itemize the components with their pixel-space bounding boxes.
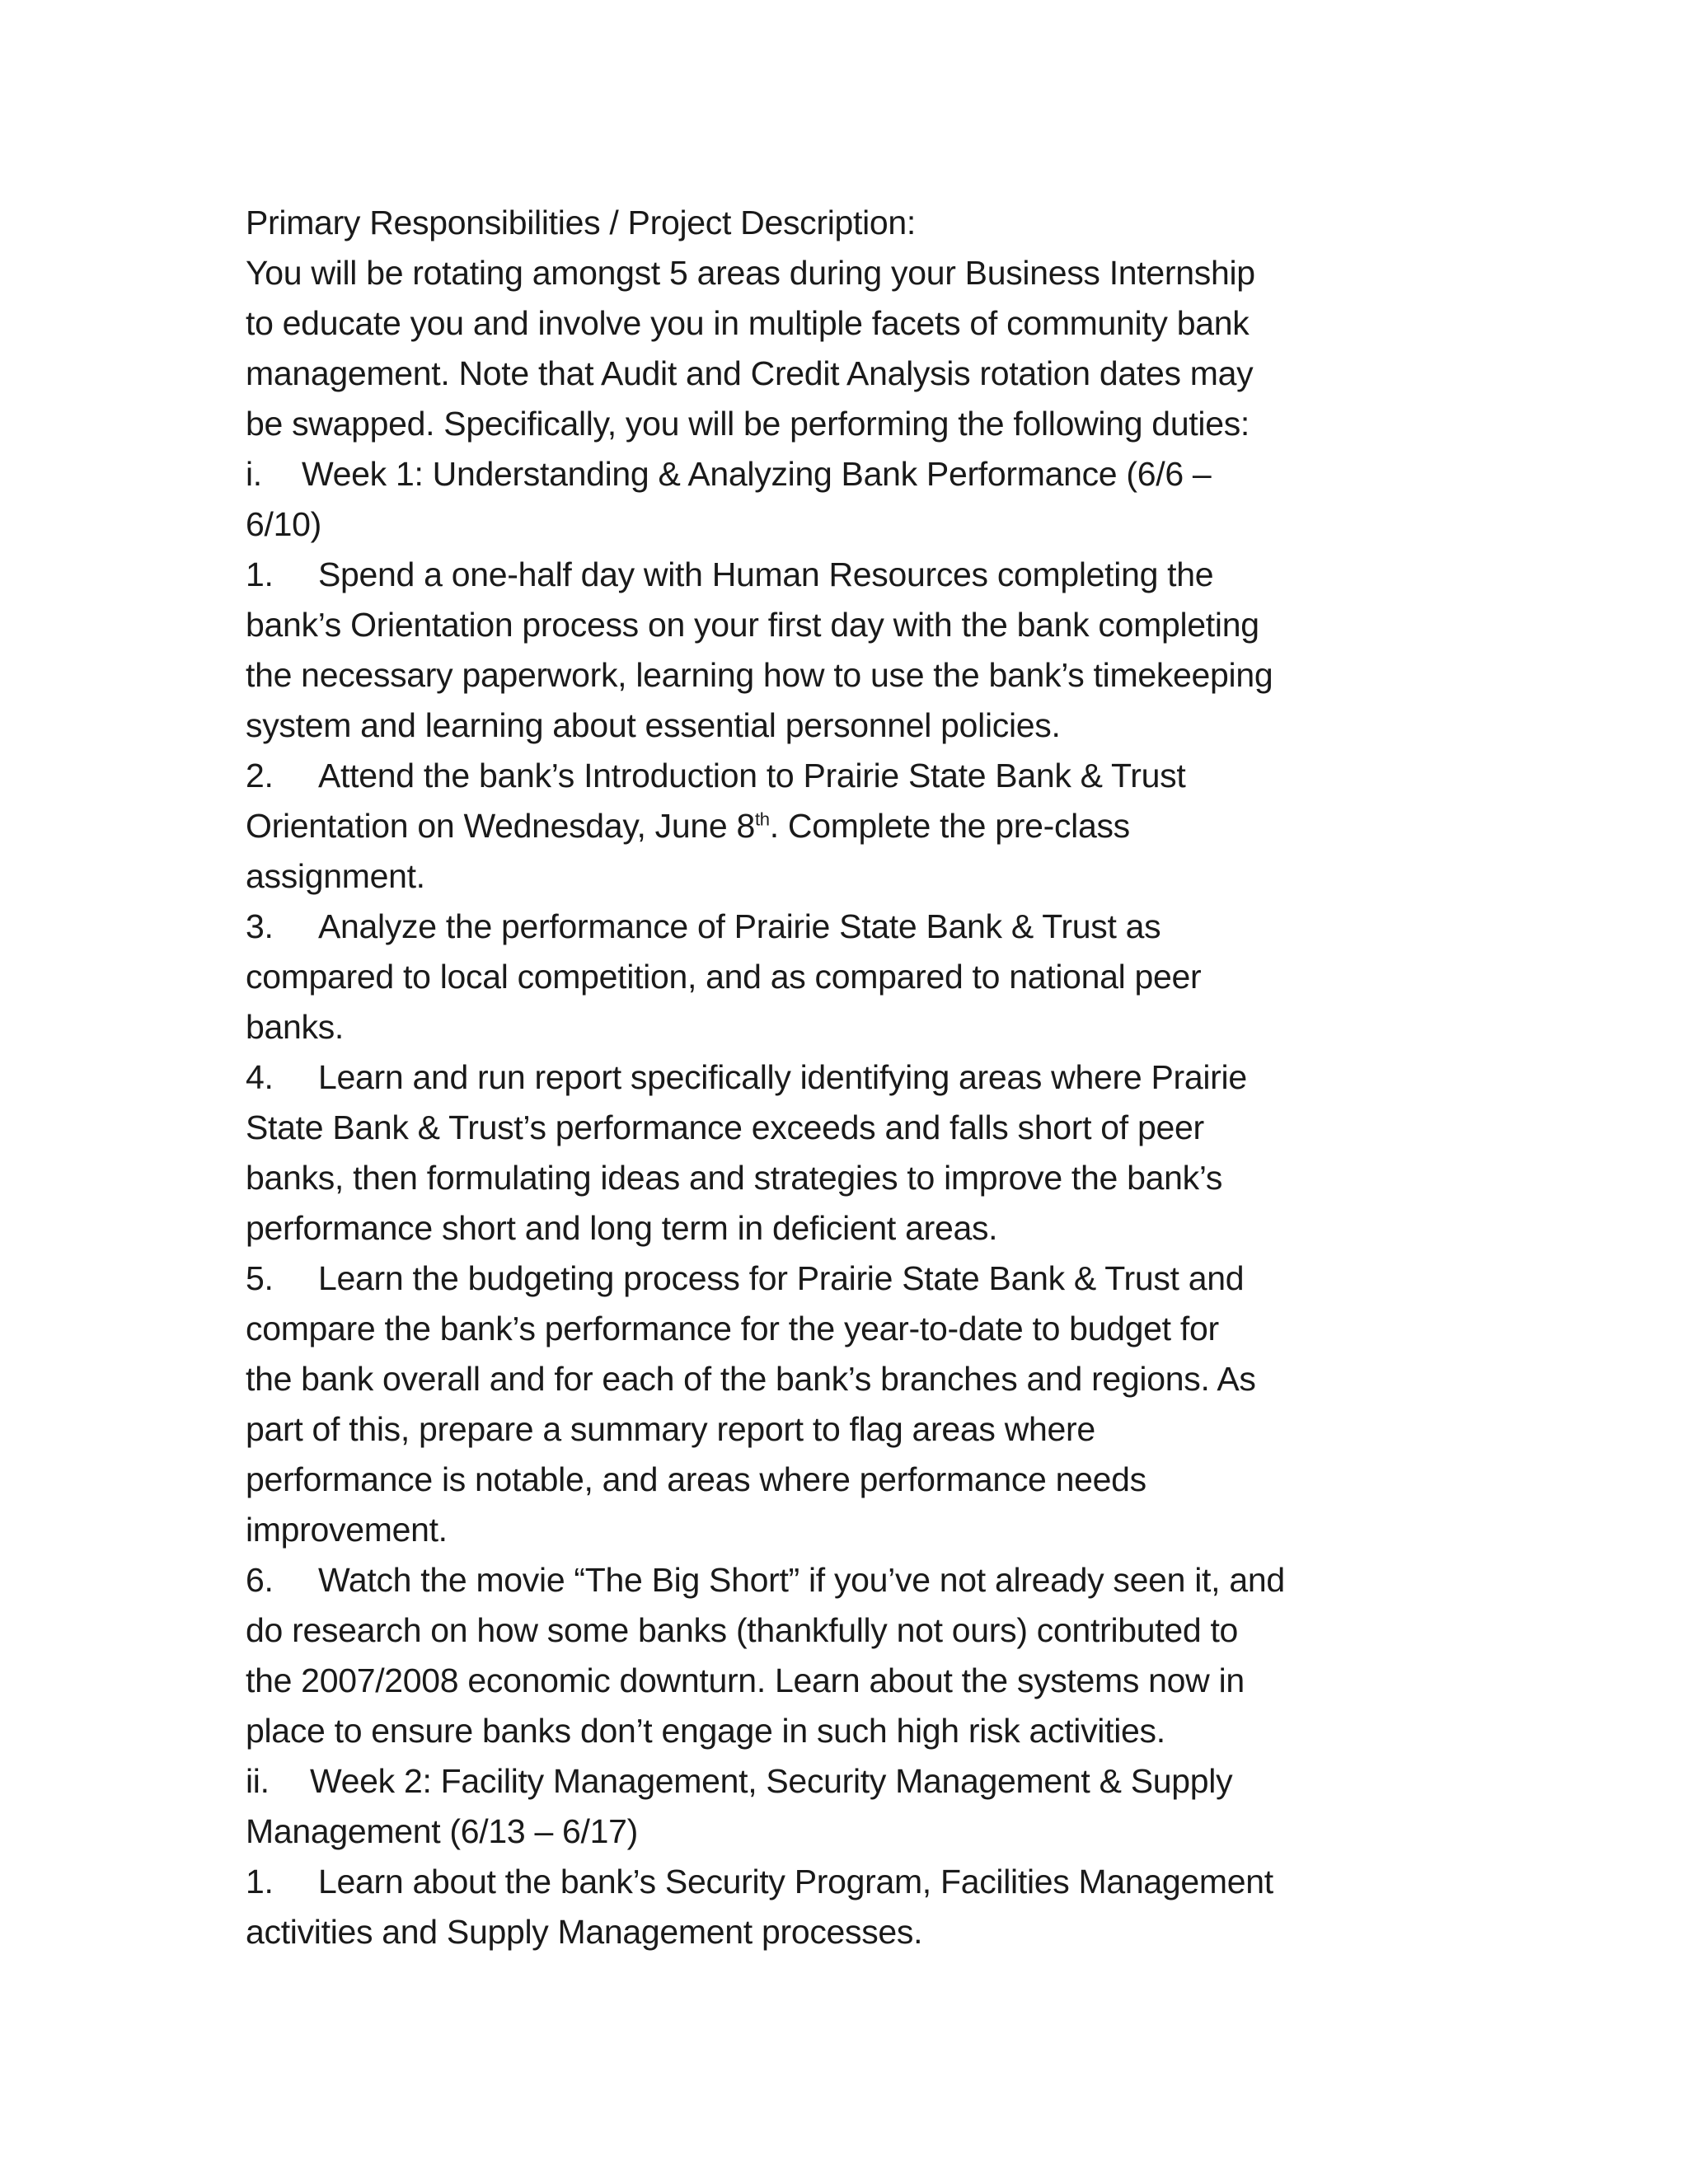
- item-text: Watch the movie “The Big Short” if you’ve not already seen it, and: [318, 1561, 1285, 1599]
- intro-line: You will be rotating amongst 5 areas during your Business Internship: [246, 254, 1255, 292]
- item-text: improvement.: [246, 1511, 448, 1549]
- week1-title: [246, 449, 1457, 499]
- week2-title-text: Week 2: Facility Management, Security Management & Supply: [310, 1762, 1233, 1800]
- item-text: Analyze the performance of Prairie State Bank & Trust as: [318, 907, 1161, 945]
- document-body: [246, 198, 1457, 1957]
- item-text: assignment.: [246, 857, 425, 895]
- list-item: [246, 1052, 1457, 1103]
- list-item: [246, 1555, 1457, 1605]
- item-number: 1.: [246, 1863, 274, 1900]
- item-text: compared to local competition, and as compared to national peer: [246, 958, 1202, 996]
- week2-title: [246, 1756, 1457, 1807]
- item-text: activities and Supply Management processes.: [246, 1913, 923, 1951]
- item-text-pre: Orientation on Wednesday, June 8: [246, 807, 755, 845]
- intro-line: be swapped. Specifically, you will be performing the following duties:: [246, 405, 1250, 443]
- section-heading: Primary Responsibilities / Project Description:: [246, 204, 917, 241]
- list-item: [246, 1254, 1457, 1304]
- list-item: [246, 550, 1457, 600]
- item-text: banks.: [246, 1008, 344, 1046]
- week1-title-cont: 6/10): [246, 505, 321, 543]
- item-text: bank’s Orientation process on your first day with the bank completing: [246, 606, 1259, 644]
- item-number: 4.: [246, 1058, 274, 1096]
- item-text: Attend the bank’s Introduction to Prairie State Bank & Trust: [318, 757, 1186, 794]
- item-number: 6.: [246, 1561, 274, 1599]
- list-item: [246, 902, 1457, 952]
- item-text: do research on how some banks (thankfully not ours) contributed to: [246, 1611, 1239, 1649]
- item-text: part of this, prepare a summary report to flag areas where: [246, 1410, 1095, 1448]
- item-number: 3.: [246, 907, 274, 945]
- item-text: performance short and long term in deficient areas.: [246, 1209, 998, 1247]
- list-item: [246, 751, 1457, 801]
- item-text: performance is notable, and areas where performance needs: [246, 1460, 1146, 1498]
- item-number: 2.: [246, 757, 274, 794]
- item-text: Learn the budgeting process for Prairie State Bank & Trust and: [318, 1259, 1245, 1297]
- item-text: Learn and run report specifically identifying areas where Prairie: [318, 1058, 1247, 1096]
- list-item: [246, 1857, 1457, 1907]
- item-text: State Bank & Trust’s performance exceeds and falls short of peer: [246, 1108, 1204, 1146]
- week1-title-text: Week 1: Understanding & Analyzing Bank Performance (6/6 –: [302, 455, 1212, 493]
- item-text: the necessary paperwork, learning how to use the bank’s timekeeping: [246, 656, 1273, 694]
- item-text: compare the bank’s performance for the year-to-date to budget for: [246, 1310, 1219, 1347]
- item-text: system and learning about essential personnel policies.: [246, 706, 1061, 744]
- ordinal-suffix: th: [754, 808, 770, 830]
- item-number: 5.: [246, 1259, 274, 1297]
- intro-line: management. Note that Audit and Credit Analysis rotation dates may: [246, 354, 1254, 392]
- item-text: banks, then formulating ideas and strategies to improve the bank’s: [246, 1159, 1223, 1197]
- week2-title-cont: Management (6/13 – 6/17): [246, 1812, 638, 1850]
- item-text: Learn about the bank’s Security Program, Facilities Management: [318, 1863, 1273, 1900]
- week2-marker: ii.: [246, 1762, 270, 1800]
- intro-line: to educate you and involve you in multiple facets of community bank: [246, 304, 1250, 342]
- item-text: Spend a one-half day with Human Resources completing the: [318, 555, 1214, 593]
- item-number: 1.: [246, 555, 274, 593]
- week1-marker: i.: [246, 455, 262, 493]
- item-text: the bank overall and for each of the bank’s branches and regions. As: [246, 1360, 1256, 1398]
- item-text-post: . Complete the pre-class: [769, 807, 1130, 845]
- item-text: place to ensure banks don’t engage in such high risk activities.: [246, 1712, 1165, 1750]
- item-text: the 2007/2008 economic downturn. Learn about the systems now in: [246, 1661, 1245, 1699]
- item-text: [246, 801, 1457, 851]
